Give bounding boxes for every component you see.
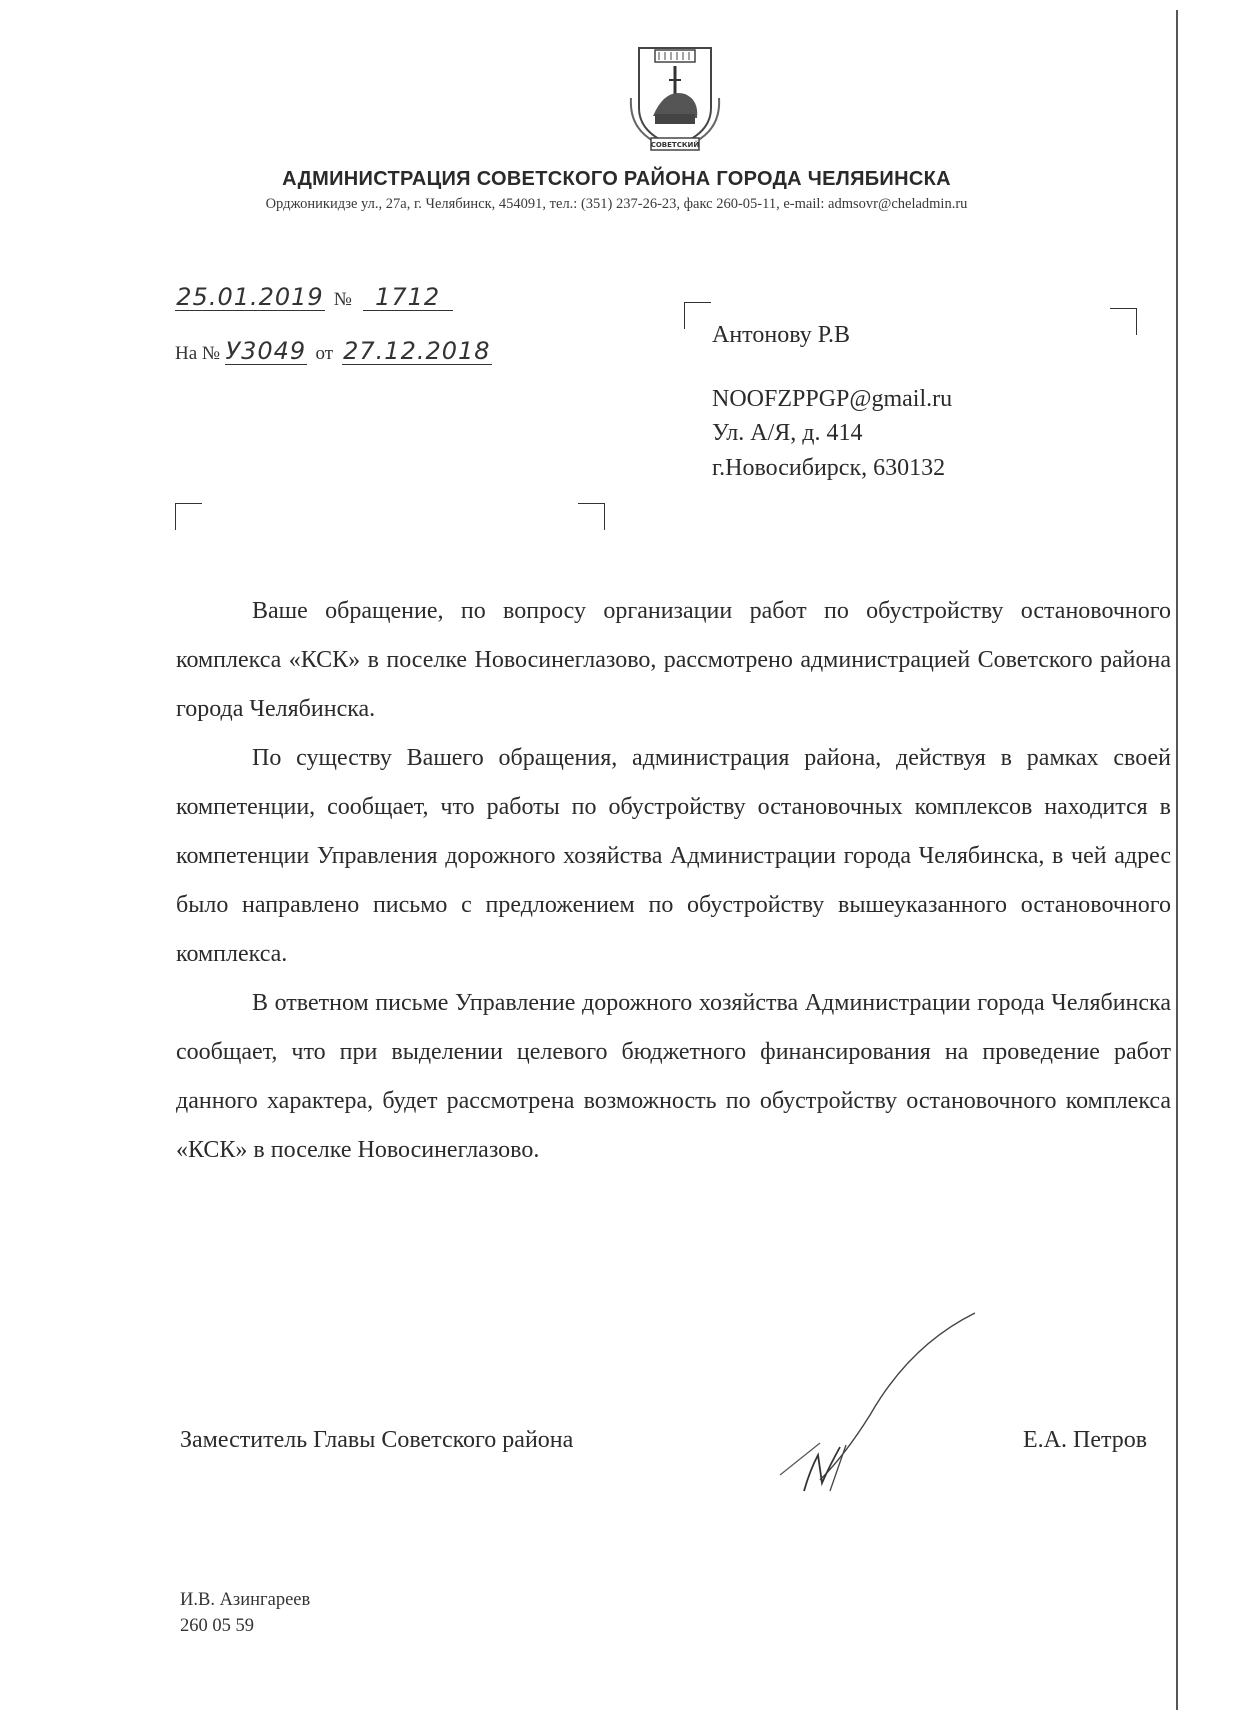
recipient-name: Антонову Р.В [712,322,851,348]
organization-address: Орджоникидзе ул., 27а, г. Челябинск, 454091, тел.: (351) 237-26-23, факс 260-05-11, e-mail: admsovr@cheladmin.ru [265,196,968,212]
handwritten-signature [760,1305,990,1495]
executor-name: И.В. Азингареев [180,1590,311,1610]
reply-to-number: У3049 [225,337,307,365]
from-label: от [315,343,334,364]
recipient-email: NOOFZPPGP@gmail.ru [712,386,953,412]
incoming-reference [175,338,492,365]
body-paragraph: Ваше обращение, по вопросу организации работ по обустройству остановочного комплекса «КСК» в поселке Новосинеглазово, рассмотрено администрацией Советского района города Челябинска. [176,598,1171,722]
recipient-corner-top-right [1110,308,1137,335]
number-label: № [333,289,352,310]
signatory-position: Заместитель Главы Советского района [180,1427,574,1453]
letter-body [176,587,1171,1175]
executor-phone: 260 05 59 [180,1616,254,1636]
reply-to-date: 27.12.2018 [343,337,491,365]
outgoing-reference [175,284,453,311]
subject-corner-top-right [578,503,605,530]
recipient-corner-top-left [684,302,711,329]
body-paragraph: По существу Вашего обращения, администрация района, действуя в рамках своей компетенции, сообщает, что работы по обустройству остановочных комплексов находится в компетенции Управления дорожного хозяйства Администрации города Челябинска, в чей адрес было направлено письмо с предложением по обустройству вышеуказанного остановочного комплекса. [176,745,1171,967]
recipient-street: Ул. А/Я, д. 414 [712,420,863,446]
body-paragraph: В ответном письме Управление дорожного хозяйства Администрации города Челябинска сообщает, что при выделении целевого бюджетного финансирования на проведение работ данного характера, будет рассмотрена возможность по обустройству остановочного комплекса «КСК» в поселке Новосинеглазово. [176,990,1171,1163]
emblem-caption: СОВЕТСКИЙ [650,141,700,149]
recipient-city: г.Новосибирск, 630132 [712,455,946,481]
organization-title: АДМИНИСТРАЦИЯ СОВЕТСКОГО РАЙОНА ГОРОДА ЧЕЛЯБИНСКА [282,168,951,190]
outgoing-number: 1712 [363,284,453,311]
subject-corner-top-left [175,503,202,530]
scan-edge-line [1176,10,1178,1710]
reply-to-label: На № [175,343,221,364]
signatory-name: Е.А. Петров [1023,1427,1148,1453]
outgoing-date: 25.01.2019 [176,283,324,311]
coat-of-arms-icon [625,38,725,156]
